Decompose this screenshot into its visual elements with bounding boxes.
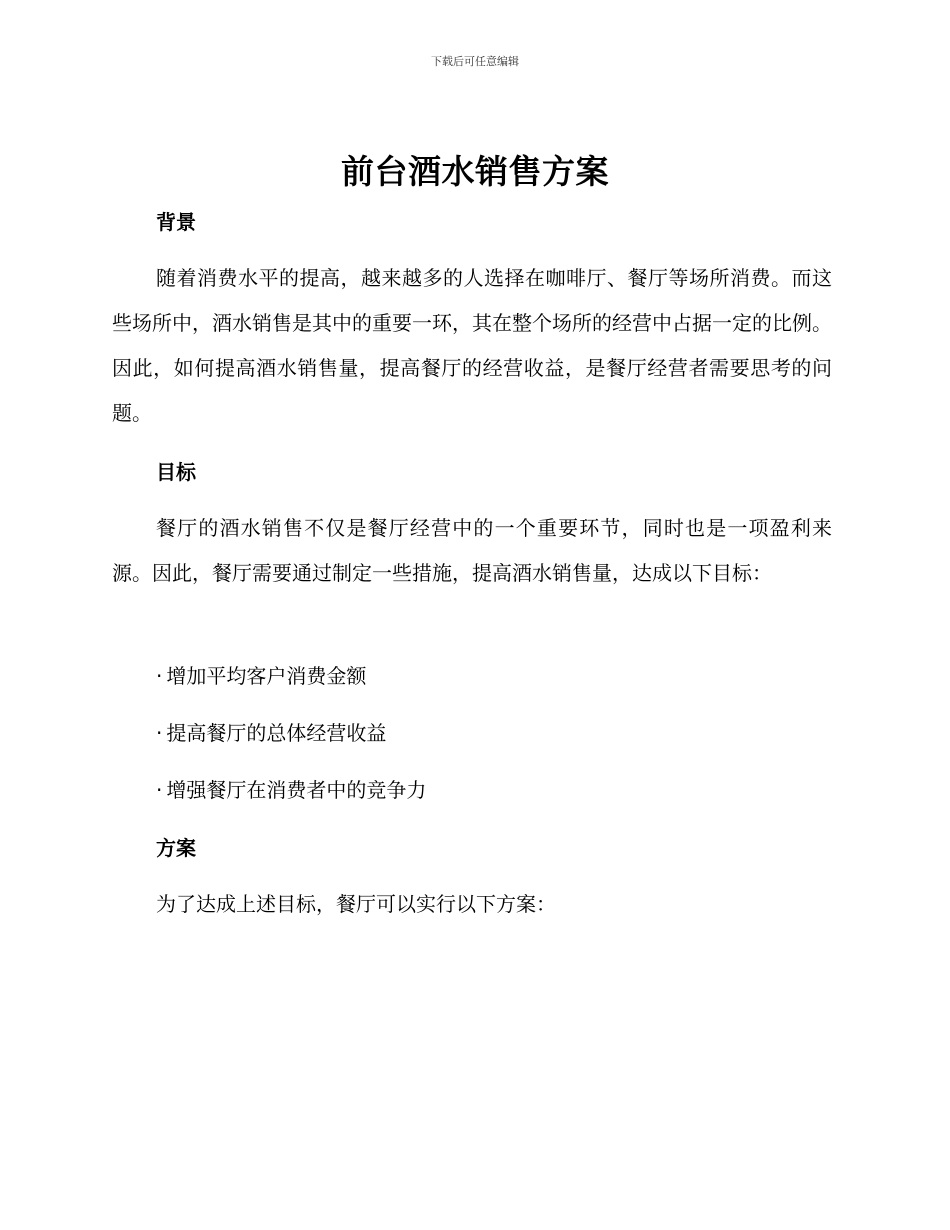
goal-item-text: 增加平均客户消费金额 (166, 664, 367, 688)
background-paragraph: 随着消费水平的提高，越来越多的人选择在咖啡厅、餐厅等场所消费。而这些场所中，酒水销售是其中的重要一环，其在整个场所的经营中占据一定的比例。因此，如何提高酒水销售量，提高餐厅的经营收益，是餐厅经营者需要思考的问题。 (112, 266, 832, 425)
bullet-dot-icon: · (156, 664, 163, 688)
goal-list-item (156, 662, 366, 690)
section-heading-plan: 方案 (156, 836, 196, 860)
plan-paragraph: 为了达成上述目标，餐厅可以实行以下方案： (156, 892, 556, 916)
goals-paragraph: 餐厅的酒水销售不仅是餐厅经营中的一个重要环节，同时也是一项盈利来源。因此，餐厅需要通过制定一些措施，提高酒水销售量，达成以下目标： (112, 516, 832, 585)
section-heading-goals: 目标 (156, 460, 196, 484)
page-header-note: 下载后可任意编辑 (431, 55, 519, 68)
bullet-dot-icon: · (156, 721, 163, 745)
section-heading-background: 背景 (156, 210, 196, 234)
goal-list-item (156, 776, 426, 804)
bullet-dot-icon: · (156, 778, 163, 802)
goal-list-item (156, 719, 386, 747)
goal-item-text: 增强餐厅在消费者中的竞争力 (166, 778, 427, 802)
goal-item-text: 提高餐厅的总体经营收益 (166, 721, 387, 745)
document-title: 前台酒水销售方案 (341, 152, 609, 191)
